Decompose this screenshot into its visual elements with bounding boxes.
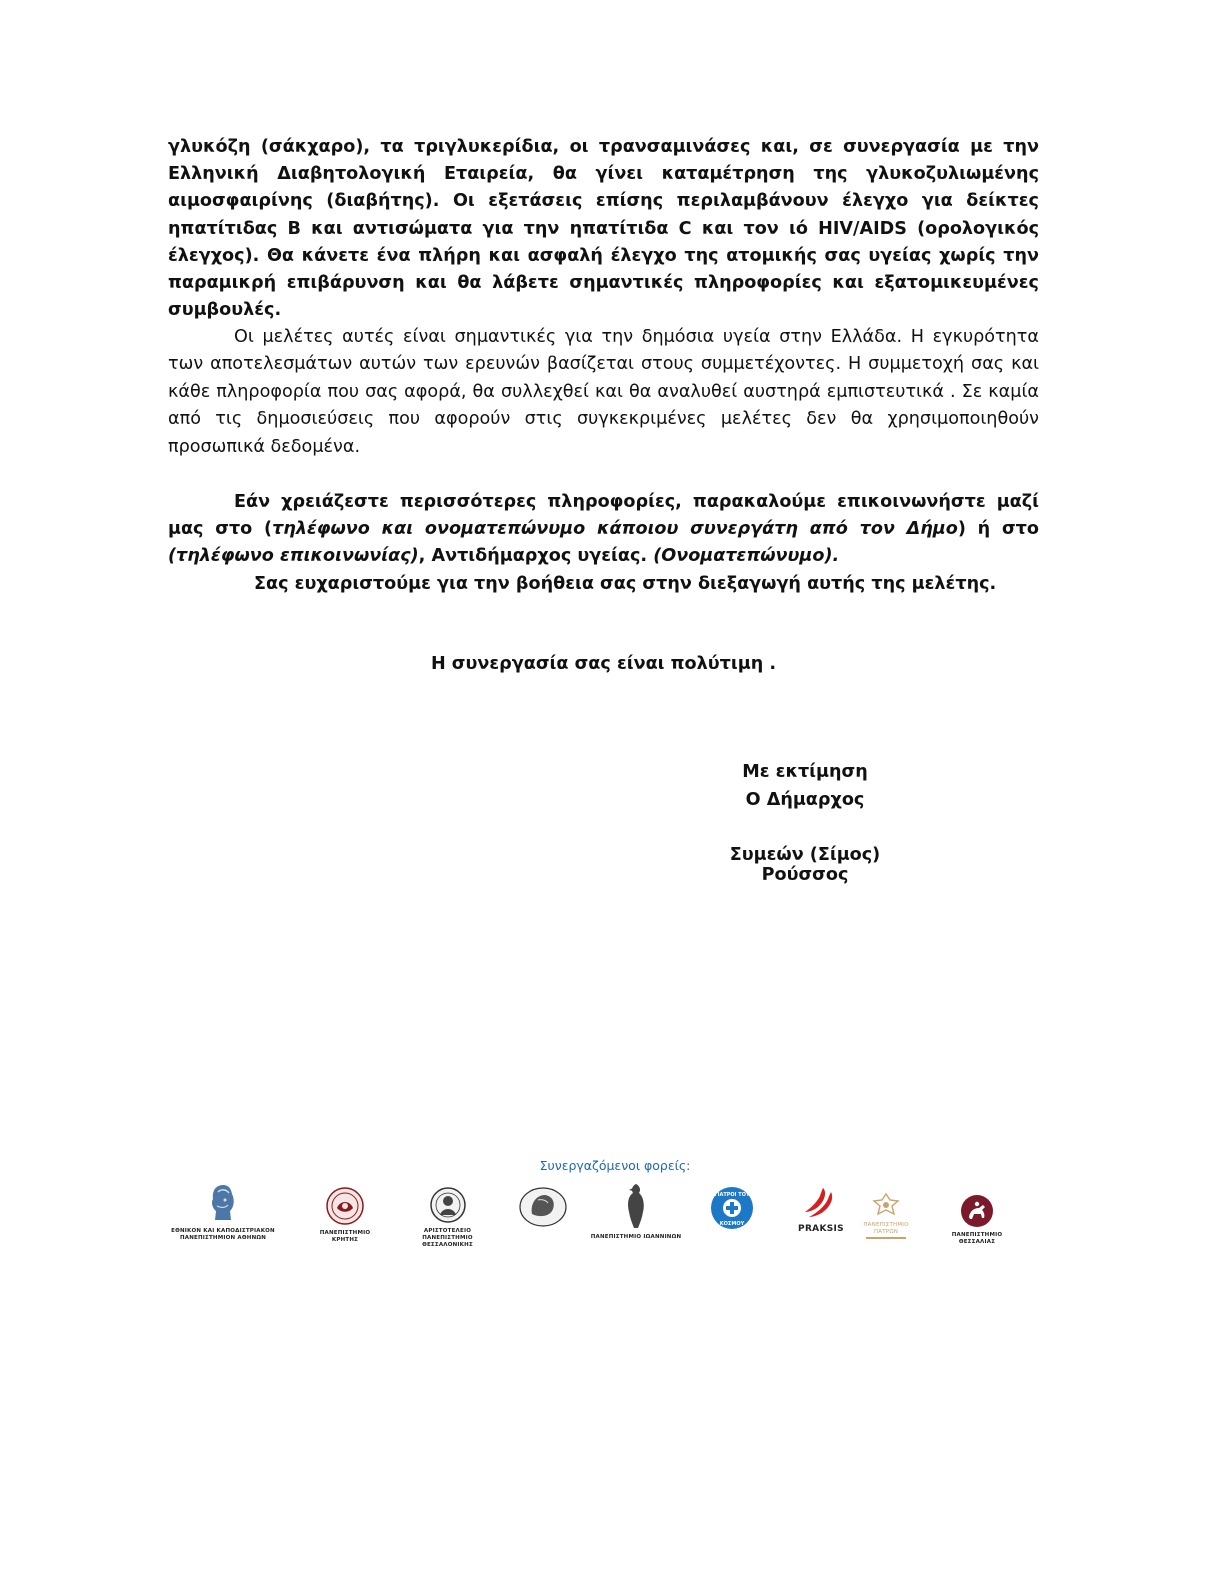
university-crete-seal-icon	[325, 1186, 365, 1226]
logo-patras	[860, 1192, 912, 1239]
dotw-top-text: ΓΙΑΤΡΟΙ ΤΟΥ	[714, 1192, 750, 1198]
eagle-icon	[618, 1182, 654, 1230]
logo-aristotle-caption: ΑΡΙΣΤΟΤΕΛΕΙΟ ΠΑΝΕΠΙΣΤΗΜΙΟ ΘΕΣΣΑΛΟΝΙΚΗΣ	[422, 1228, 473, 1248]
dotw-bottom-text: ΚΟΣΜΟΥ	[719, 1221, 745, 1227]
logo-ioannina-coin	[516, 1186, 570, 1232]
logo-thessaly	[934, 1194, 1020, 1246]
contact-placeholder-partner: τηλέφωνο και ονοματεπώνυμο κάποιου συνεργάτη από τον Δήμο	[272, 519, 958, 540]
logo-crete	[310, 1186, 380, 1244]
logo-doctors-of-world	[708, 1186, 756, 1234]
thessaly-horseman-icon	[960, 1194, 994, 1228]
thanks-line	[168, 571, 1039, 598]
paragraph-importance	[168, 324, 1039, 461]
logo-aristotle	[400, 1186, 495, 1249]
partners-title: Συνεργαζόμενοι φορείς:	[539, 1158, 691, 1173]
thanks-text: Σας ευχαριστούμε για την βοήθεια σας στην διεξαγωγή αυτής της μελέτης.	[254, 574, 997, 594]
doctors-of-world-icon	[710, 1186, 754, 1230]
logo-ioannina-caption: ΠΑΝΕΠΙΣΤΗΜΙΟ ΙΩΑΝΝΙΝΩΝ	[590, 1234, 682, 1240]
praksis-icon	[801, 1186, 841, 1220]
signature-role: Ο Δήμαρχος	[745, 790, 865, 810]
contact-text-3: , Αντιδήμαρχος υγείας.	[418, 546, 654, 567]
contact-text-1: Εάν χρειάζεστε περισσότερες πληροφορίες, παρακαλούμε επικοινωνήστε μαζί μας στο (	[168, 492, 1039, 540]
logo-athens-caption: ΕΘΝΙΚΟΝ ΚΑΙ ΚΑΠΟΔΙΣΤΡΙΑΚΟΝ ΠΑΝΕΠΙΣΤΗΜΙΟΝ ΑΘΗΝΩΝ	[171, 1228, 275, 1241]
paragraph-tests: γλυκόζη (σάκχαρο), τα τριγλυκερίδια, οι τρανσαμινάσες και, σε συνεργασία με την Ελληνική Διαβητολογική Εταιρεία, θα γίνει καταμέτρηση της γλυκοζυλιωμένης αιμοσφαιρίνης (διαβήτης). Οι εξετάσεις επίσης περιλαμβάνουν έλεγχο για δείκτες ηπατίτιδας Β και αντισώματα για την ηπατίτιδα C και τον ιό HIV/AIDS (ορολογικός έλεγχος). Θα κάνετε ένα πλήρη και ασφαλή έλεγχο της ατομικής σας υγείας χωρίς την παραμικρή επιβάρυνση και θα λάβετε σημαντικές πληροφορίες και εξατομικευμένες συμβουλές.	[168, 137, 1039, 321]
contact-placeholder-phone: (τηλέφωνο επικοινωνίας)	[168, 546, 419, 567]
paragraph-importance-text: Οι μελέτες αυτές είναι σημαντικές για την δημόσια υγεία στην Ελλάδα. Η εγκυρότητα των αποτελεσμάτων αυτών των ερευνών βασίζεται στους συμμετέχοντες. Η συμμετοχή σας και κάθε πληροφορία που σας αφορά, θα συλλεχθεί και θα αναλυθεί αυστηρά εμπιστευτικά . Σε καμία από τις δημοσιεύσεις που αφορούν στις συγκεκριμένες μελέτες δεν θα χρησιμοποιηθούν προσωπικά δεδομένα.	[168, 327, 1039, 457]
athena-head-icon	[203, 1182, 243, 1224]
logo-ioannina	[590, 1182, 682, 1241]
patras-underline	[866, 1237, 906, 1239]
patron-seal-icon	[871, 1192, 901, 1218]
logo-patras-caption: ΠΑΝΕΠΙΣΤΗΜΙΟ ΠΑΤΡΩΝ	[863, 1222, 909, 1235]
logo-athens	[168, 1182, 278, 1242]
contact-text-2: ) ή στο	[957, 519, 1039, 540]
logo-praksis-caption: PRAKSIS	[798, 1224, 844, 1234]
logo-crete-caption: ΠΑΝΕΠΙΣΤΗΜΙΟ ΚΡΗΤΗΣ	[319, 1230, 371, 1243]
logo-thessaly-caption: ΠΑΝΕΠΙΣΤΗΜΙΟ ΘΕΣΣΑΛΙΑΣ	[951, 1232, 1003, 1245]
signature-name: Συμεών (Σίμος) Ρούσσος	[729, 845, 881, 885]
signature-regards: Με εκτίμηση	[742, 762, 868, 782]
valuable-line: Η συνεργασία σας είναι πολύτιμη .	[430, 654, 777, 674]
aristotle-seal-icon	[429, 1186, 467, 1224]
contact-placeholder-name: (Ονοματεπώνυμο).	[653, 546, 840, 567]
ioannina-coin-icon	[518, 1186, 568, 1228]
paragraph-contact	[168, 489, 1039, 571]
logo-praksis	[796, 1186, 846, 1234]
